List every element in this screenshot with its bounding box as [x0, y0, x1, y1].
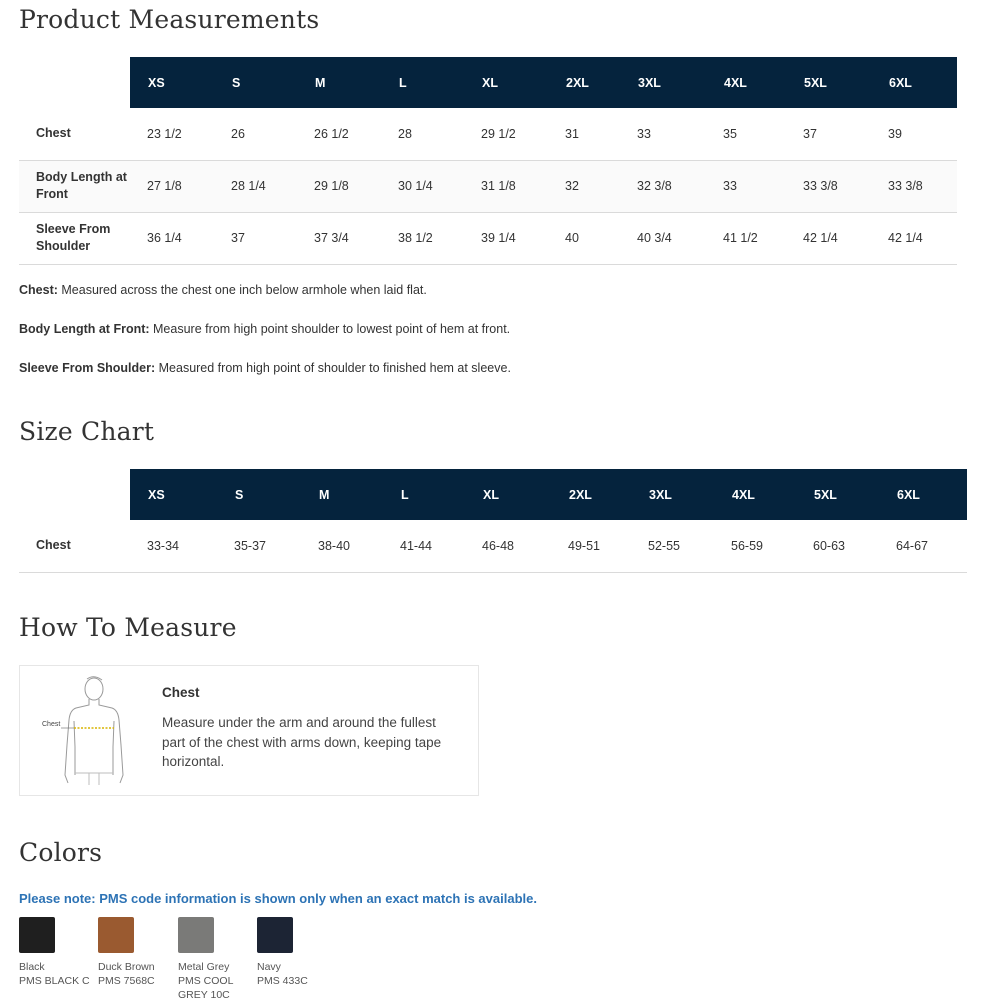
color-name: Metal Grey: [178, 961, 230, 973]
note-text: Measured across the chest one inch below armhole when laid flat.: [57, 283, 427, 297]
note-term: Body Length at Front:: [19, 322, 150, 336]
table-header-row: [19, 57, 957, 108]
chest-measure-figure: [36, 675, 146, 787]
table-cell: 32 3/8: [620, 160, 706, 212]
note-text: Measured from high point of shoulder to finished hem at sleeve.: [155, 361, 511, 375]
table-cell: 56-59: [714, 520, 796, 572]
table-cell: 38-40: [301, 520, 383, 572]
row-label: Chest: [19, 520, 130, 572]
color-swatch-item[interactable]: [98, 917, 174, 988]
header-blank-cell: [19, 57, 130, 108]
color-pms: PMS 433C: [257, 975, 308, 987]
measurement-note: [19, 361, 511, 375]
pms-note: Please note: PMS code information is shown only when an exact match is available.: [19, 891, 537, 906]
size-header: 6XL: [871, 57, 957, 108]
row-label: Sleeve From Shoulder: [19, 212, 130, 264]
size-header: 4XL: [714, 469, 796, 520]
table-cell: 31: [548, 108, 620, 160]
size-chart-title: Size Chart: [19, 417, 155, 446]
size-header: XL: [464, 57, 548, 108]
size-header: XS: [130, 469, 217, 520]
table-cell: 28 1/4: [214, 160, 297, 212]
measurement-note: [19, 283, 427, 297]
table-cell: 37 3/4: [297, 212, 381, 264]
how-to-measure-card: [19, 665, 479, 796]
color-name: Duck Brown: [98, 961, 155, 973]
table-cell: 38 1/2: [381, 212, 464, 264]
size-header: XS: [130, 57, 214, 108]
table-cell: 29 1/2: [464, 108, 548, 160]
colors-title: Colors: [19, 838, 103, 867]
table-header-row: [19, 469, 967, 520]
size-header: 5XL: [796, 469, 879, 520]
table-cell: 52-55: [631, 520, 714, 572]
table-cell: 30 1/4: [381, 160, 464, 212]
color-name: Navy: [257, 961, 281, 973]
note-term: Sleeve From Shoulder:: [19, 361, 156, 375]
table-cell: 60-63: [796, 520, 879, 572]
size-header: L: [383, 469, 465, 520]
size-header: S: [217, 469, 301, 520]
table-cell: 36 1/4: [130, 212, 214, 264]
size-header: 2XL: [548, 57, 620, 108]
table-cell: 39 1/4: [464, 212, 548, 264]
note-term: Chest:: [19, 283, 58, 297]
size-header: M: [297, 57, 381, 108]
size-header: 3XL: [620, 57, 706, 108]
table-cell: 32: [548, 160, 620, 212]
table-cell: 35-37: [217, 520, 301, 572]
table-cell: 27 1/8: [130, 160, 214, 212]
size-header: 6XL: [879, 469, 967, 520]
table-cell: 46-48: [465, 520, 551, 572]
size-header: 3XL: [631, 469, 714, 520]
table-row: [19, 520, 967, 572]
table-cell: 39: [871, 108, 957, 160]
size-header: S: [214, 57, 297, 108]
how-to-measure-title: How To Measure: [19, 613, 237, 642]
table-cell: 31 1/8: [464, 160, 548, 212]
color-swatch[interactable]: [178, 917, 214, 953]
color-pms: PMS BLACK C: [19, 975, 90, 987]
size-header: L: [381, 57, 464, 108]
table-cell: 29 1/8: [297, 160, 381, 212]
table-cell: 26: [214, 108, 297, 160]
color-pms: PMS 7568C: [98, 975, 155, 987]
table-cell: 33 3/8: [786, 160, 871, 212]
table-cell: 42 1/4: [786, 212, 871, 264]
table-cell: 64-67: [879, 520, 967, 572]
size-chart-table: [19, 469, 967, 573]
size-header: 4XL: [706, 57, 786, 108]
color-name: Black: [19, 961, 45, 973]
table-cell: 23 1/2: [130, 108, 214, 160]
header-blank-cell: [19, 469, 130, 520]
table-row: [19, 160, 957, 212]
table-cell: 35: [706, 108, 786, 160]
figure-chest-label: Chest: [42, 721, 61, 728]
size-header: 2XL: [551, 469, 631, 520]
size-header: M: [301, 469, 383, 520]
table-cell: 33: [706, 160, 786, 212]
table-cell: 33: [620, 108, 706, 160]
how-to-measure-card-title: Chest: [162, 685, 200, 700]
product-measurements-table: [19, 57, 957, 265]
color-swatch-item[interactable]: [178, 917, 254, 1000]
row-label: Chest: [19, 108, 130, 160]
table-cell: 37: [214, 212, 297, 264]
table-cell: 42 1/4: [871, 212, 957, 264]
product-measurements-title: Product Measurements: [19, 5, 320, 34]
color-swatch[interactable]: [257, 917, 293, 953]
measurement-note: [19, 322, 510, 336]
table-cell: 41 1/2: [706, 212, 786, 264]
row-label: Body Length at Front: [19, 160, 130, 212]
how-to-measure-card-text: Measure under the arm and around the fullest part of the chest with arms down, keeping tape horizontal.: [162, 715, 442, 769]
table-cell: 40: [548, 212, 620, 264]
table-cell: 26 1/2: [297, 108, 381, 160]
size-header: XL: [465, 469, 551, 520]
table-cell: 41-44: [383, 520, 465, 572]
color-swatch[interactable]: [19, 917, 55, 953]
table-row: [19, 212, 957, 264]
table-row: [19, 108, 957, 160]
color-swatch[interactable]: [98, 917, 134, 953]
color-swatch-item[interactable]: [257, 917, 333, 988]
note-text: Measure from high point shoulder to lowest point of hem at front.: [149, 322, 511, 336]
table-cell: 33-34: [130, 520, 217, 572]
color-pms: PMS COOL GREY 10C: [178, 975, 234, 1000]
table-cell: 33 3/8: [871, 160, 957, 212]
table-cell: 37: [786, 108, 871, 160]
table-cell: 40 3/4: [620, 212, 706, 264]
size-header: 5XL: [786, 57, 871, 108]
table-cell: 49-51: [551, 520, 631, 572]
color-swatch-item[interactable]: [19, 917, 95, 988]
table-cell: 28: [381, 108, 464, 160]
